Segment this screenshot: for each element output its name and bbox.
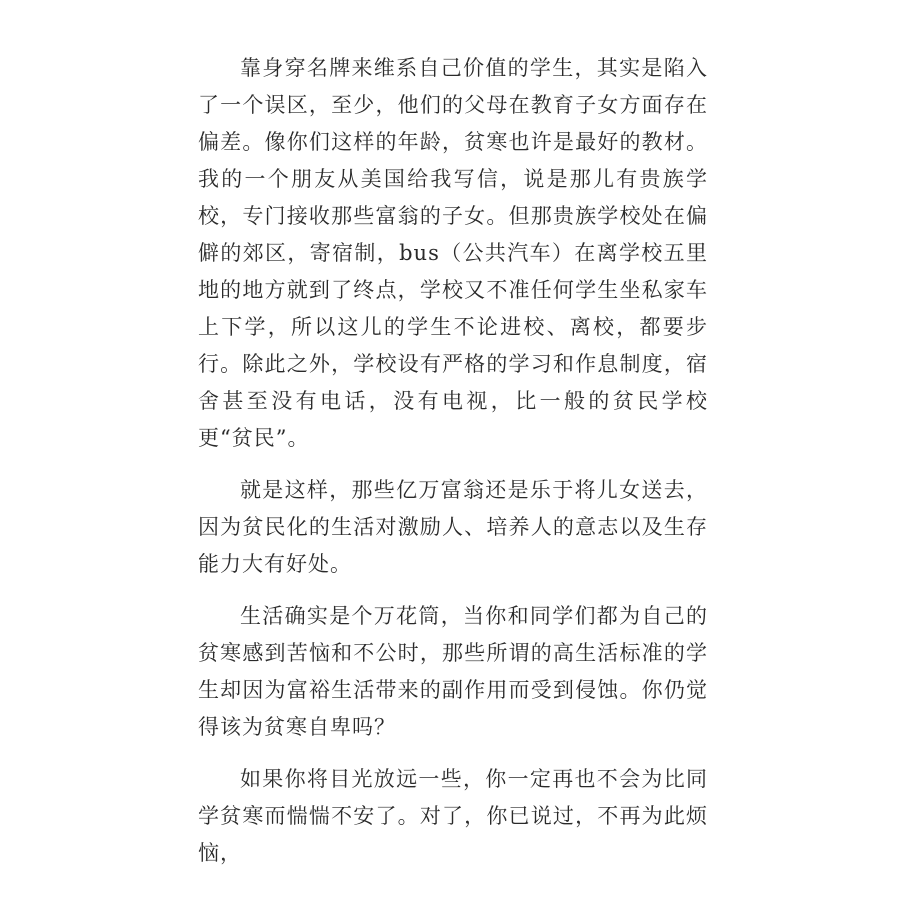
paragraph-1: 靠身穿名牌来维系自己价值的学生，其实是陷入了一个误区，至少，他们的父母在教育子女方面存在偏差。像你们这样的年龄，贫寒也许是最好的教材。我的一个朋友从美国给我写信，说是那儿有贵族学校，专门接收那些富翁的子女。但那贵族学校处在偏僻的郊区，寄宿制，bus（公共汽车）在离学校五里地的地方就到了终点，学校又不准任何学生坐私家车上下学，所以这儿的学生不论进校、离校，都要步行。除此之外，学校设有严格的学习和作息制度，宿舍甚至没有电话，没有电视，比一般的贫民学校更“贫民”。 [198,56,708,450]
body-text [198,50,708,872]
paragraph-4: 如果你将目光放远一些，你一定再也不会为比同学贫寒而惴惴不安了。对了，你已说过，不再为此烦恼， [198,767,708,865]
paragraph-2: 就是这样，那些亿万富翁还是乐于将儿女送去，因为贫民化的生活对激励人、培养人的意志以及生存能力大有好处。 [198,478,708,576]
paragraph-3: 生活确实是个万花筒，当你和同学们都为自己的贫寒感到苦恼和不公时，那些所谓的高生活标准的学生却因为富裕生活带来的副作用而受到侵蚀。你仍觉得该为贫寒自卑吗？ [198,604,708,739]
